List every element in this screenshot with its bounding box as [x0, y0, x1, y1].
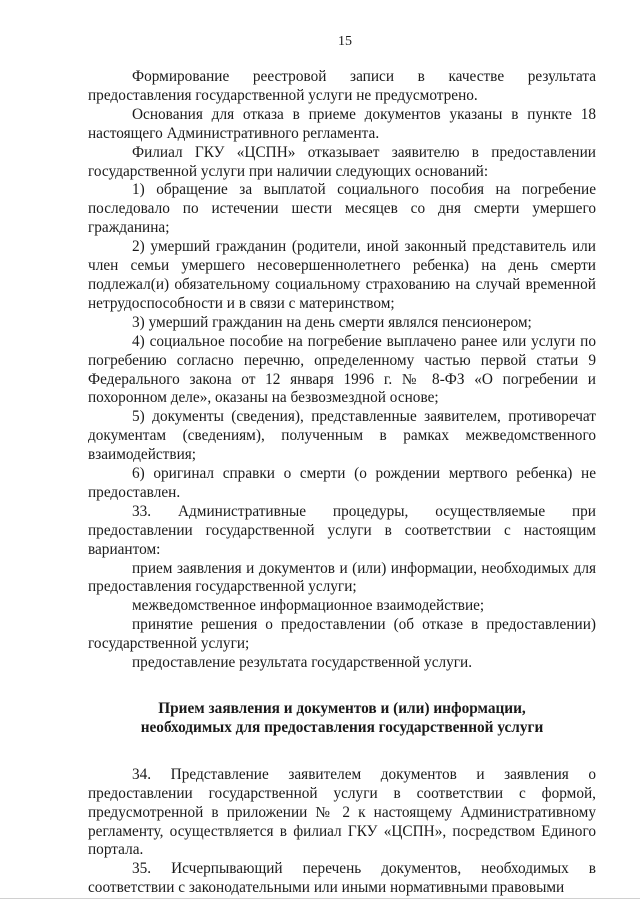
- list-item-ground-3: 3) умерший гражданин на день смерти являлся пенсионером;: [132, 313, 532, 331]
- list-item-procedure-4: предоставление результата государственной услуги.: [132, 654, 473, 672]
- list-item-ground-5: 5) документы (сведения), представленные заявителем, противоречат документам (сведениям), полученным в рамках межведомственного взаимодействия;: [88, 408, 596, 464]
- paragraph-refusal-grounds-reference: Основания для отказа в приеме документов указаны в пункте 18 настоящего Административного регламента.: [88, 105, 596, 142]
- list-item-ground-6: 6) оригинал справки о смерти (о рождении мертвого ребенка) не предоставлен.: [88, 465, 596, 501]
- page-number: 15: [338, 34, 352, 49]
- list-item-ground-1: 1) обращение за выплатой социального пособия на погребение последовало по истечении шести месяцев со дня смерти умершего гражданина;: [88, 181, 596, 237]
- list-item-procedure-1: прием заявления и документов и (или) информации, необходимых для предоставления государственной услуги;: [88, 559, 596, 596]
- paragraph-branch-refusal: Филиал ГКУ «ЦСПН» отказывает заявителю в предоставлении государственной услуги при наличии следующих оснований:: [88, 143, 596, 180]
- paragraph-item-33: 33. Административные процедуры, осуществляемые при предоставлении государственной услуги в соответствии с настоящим вариантом:: [88, 502, 596, 558]
- list-item-ground-2: 2) умерший гражданин (родители, иной законный представитель или член семьи умершего несовершеннолетнего ребенка) на день смерти подлежал(и) обязательному социальному страхованию на случай временной нетрудоспособности и в связи с материнством;: [88, 238, 596, 312]
- list-item-ground-4: 4) социальное пособие на погребение выплачено ранее или услуги по погребению согласно перечню, определенному частью первой статьи 9 Федерального закона от 12 января 1996 г. № 8-ФЗ «О погребении и похоронном деле», оказаны на безвозмездной основе;: [88, 332, 596, 407]
- section-heading-line-1: Прием заявления и документов и (или) информации,: [158, 700, 526, 717]
- paragraph-registry-record: Формирование реестровой записи в качестве результата предоставления государственной услуги не предусмотрено.: [88, 68, 596, 104]
- page-bottom-divider: [0, 898, 640, 899]
- paragraph-item-34: 34. Представление заявителем документов и заявления о предоставлении государственной услуги в соответствии с формой, предусмотренной в приложении № 2 к настоящему Административному регламенту, осуществляется в филиал ГКУ «ЦСПН», посредством Единого портала.: [88, 765, 596, 859]
- list-item-procedure-2: межведомственное информационное взаимодействие;: [132, 597, 485, 615]
- paragraph-item-35: 35. Исчерпывающий перечень документов, необходимых в соответствии с законодательными или иными нормативными правовыми: [88, 860, 596, 897]
- section-heading: [88, 700, 596, 738]
- section-heading-line-2: необходимых для предоставления государственной услуги: [140, 718, 544, 736]
- list-item-procedure-3: принятие решения о предоставлении (об отказе в предоставлении) государственной услуги;: [88, 616, 596, 653]
